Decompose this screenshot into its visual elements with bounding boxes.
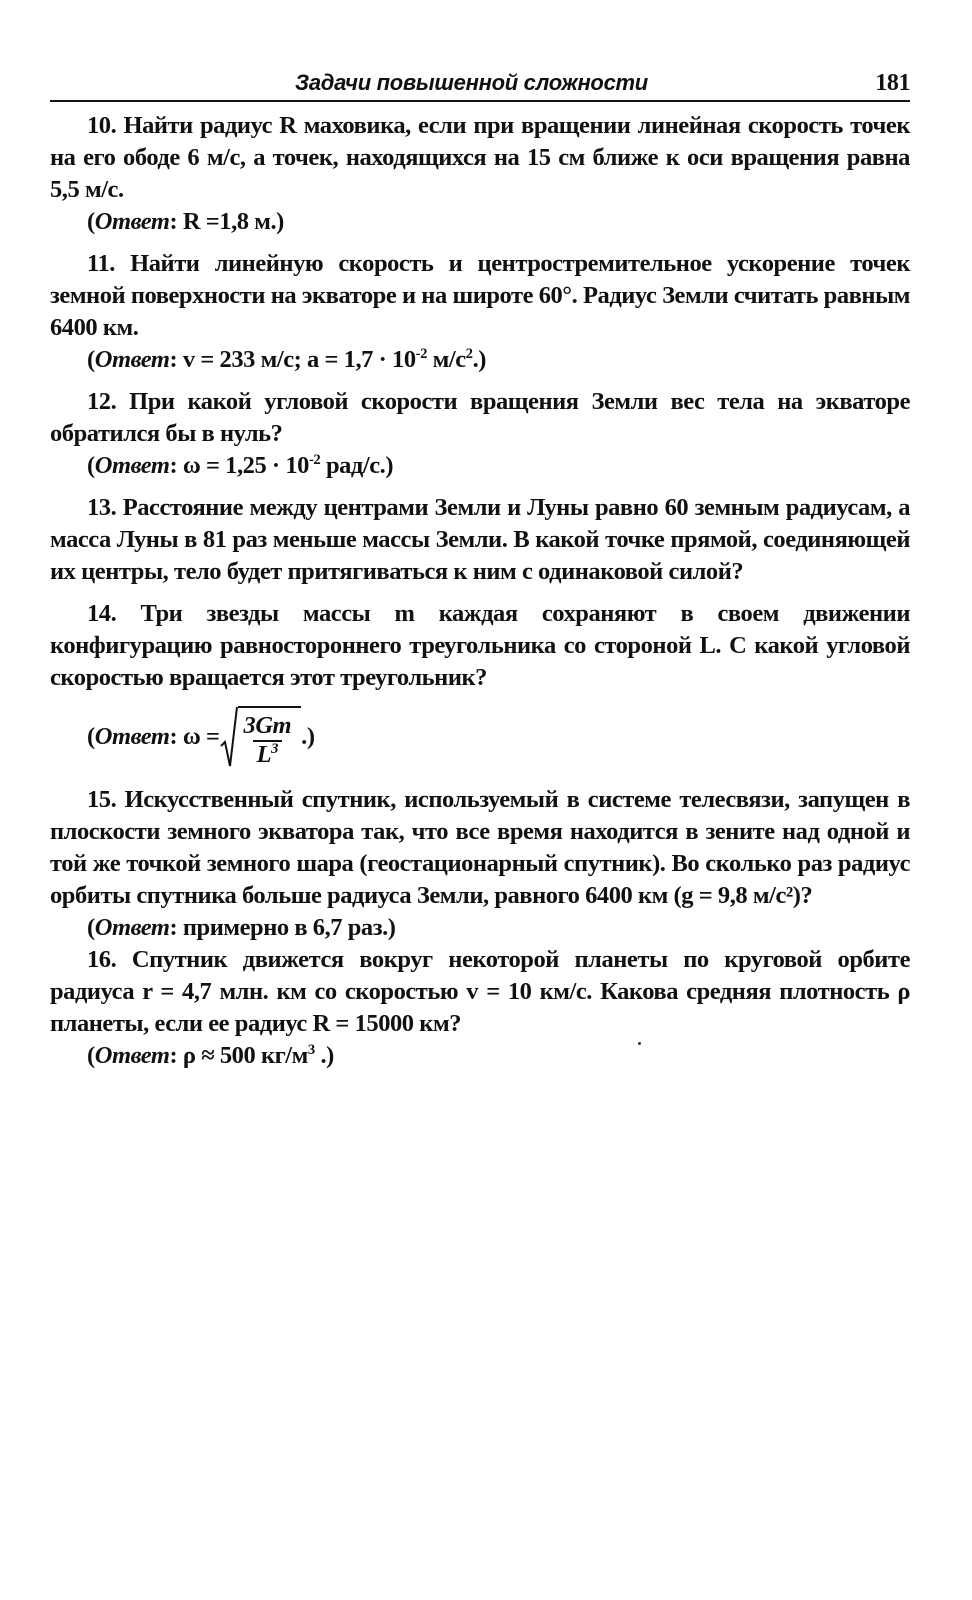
running-header — [50, 68, 910, 102]
fraction-numerator: 3Gm — [243, 712, 292, 739]
answer-label: Ответ — [94, 346, 170, 373]
answer-15: (Ответ: примерно в 6,7 раз.) — [87, 914, 396, 941]
exponent: 2 — [465, 345, 473, 362]
task-16: 16. Спутник движется вокруг некоторой планеты по круговой орбите радиуса r = 4,7 млн. км со скоростью v = 10 км/с. Какова средняя плотность ρ планеты, если ее радиус R = 15000 км? — [50, 946, 910, 1037]
answer-label: Ответ — [94, 914, 170, 941]
task-13: 13. Расстояние между центрами Земли и Луны равно 60 земным радиусам, а масса Луны в 81 раз меньше массы Земли. В какой точке прямой, соединяющей их центры, тело будет притягиваться к ним с одинаковой силой? — [50, 494, 910, 585]
answer-value: : R =1,8 м.) — [169, 208, 284, 235]
answer-end: .) — [314, 1042, 334, 1069]
task-15: 15. Искусственный спутник, используемый в системе телесвязи, запущен в плоскости земного экватора так, что все время находится в зените над одной и той же точкой земного шара (геостационарный спутник). Во сколько раз радиус орбиты спутника больше радиуса Земли, равного 6400 км (g = 9,8 м/с²)? — [50, 786, 910, 909]
task-10: 10. Найти радиус R маховика, если при вращении линейная скорость точек на его ободе 6 м/с, а точек, находящихся на 15 см ближе к оси вращения равна 5,5 м/с. — [50, 112, 910, 203]
answer-10: (Ответ: R =1,8 м.) — [87, 208, 284, 235]
answer-14: ( Ответ : ω = $\frac{3Gm}{L^3}$ .) — [50, 696, 910, 778]
page-number: 181 — [875, 70, 910, 96]
answer-label: Ответ — [94, 723, 170, 750]
radical-sign-icon — [220, 706, 238, 768]
exponent: 3 — [307, 1041, 315, 1058]
answer-value: : v = 233 м/с; a = 1,7 · 10 — [169, 346, 416, 373]
denominator-base: L — [256, 741, 272, 768]
section-title: Задачи повышенной сложности — [295, 70, 648, 95]
answer-12: (Ответ: $\omega = 1,25 \cdot 10^{-2}$ рад/с.) — [87, 451, 394, 479]
answer-value: : ρ ≈ 500 кг/м — [169, 1042, 308, 1069]
task-12: 12. При какой угловой скорости вращения Земли вес тела на экваторе обратился бы в нуль? — [50, 388, 910, 447]
exponent: 3 — [271, 740, 279, 757]
answer-value: : ω = 1,25 · 10 — [169, 452, 309, 479]
fraction — [240, 712, 296, 768]
answer-label: Ответ — [94, 208, 170, 235]
textbook-page — [50, 68, 910, 1082]
exponent: -2 — [415, 345, 427, 362]
answer-end: .) — [472, 346, 486, 373]
answer-unit: м/с — [426, 346, 466, 373]
answer-label: Ответ — [94, 1042, 170, 1069]
square-root — [220, 706, 302, 768]
task-11: 11. Найти линейную скорость и центростремительное ускорение точек земной поверхности на экваторе и на широте 60°. Радиус Земли считать равным 6400 км. — [50, 250, 910, 341]
answer-label: Ответ — [94, 452, 170, 479]
answer-11: (Ответ: v = 233 м/с; $a = 1,7 \cdot 10^{-2}$ $м/с^2$.) — [87, 345, 486, 373]
answer-16: (Ответ: ρ ≈ 500 $кг/м^3$ .) — [87, 1041, 334, 1069]
scan-speck — [638, 1042, 641, 1045]
fraction-denominator — [253, 740, 282, 768]
answer-end: .) — [301, 723, 315, 750]
answer-value: : примерно в 6,7 раз.) — [169, 914, 396, 941]
exponent: -2 — [308, 451, 321, 468]
answer-unit: рад/с.) — [320, 452, 394, 479]
task-14: 14. Три звезды массы m каждая сохраняют в своем движении конфигурацию равностороннего треугольника со стороной L. С какой угловой скоростью вращается этот треугольник? — [50, 600, 910, 691]
answer-value: : ω = — [169, 723, 220, 750]
